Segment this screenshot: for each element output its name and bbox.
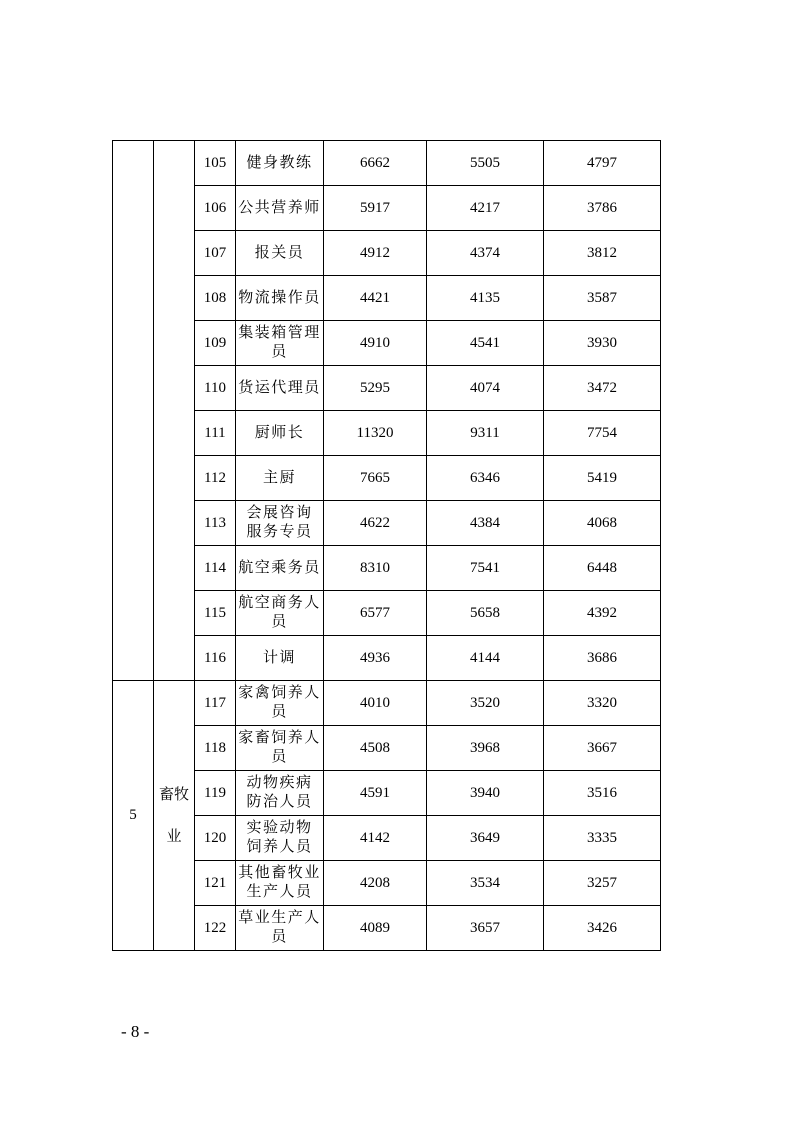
table-row xyxy=(113,276,661,321)
page-number: - 8 - xyxy=(121,1022,150,1041)
wage-low-cell: 3930 xyxy=(544,321,661,366)
wage-high-cell: 4208 xyxy=(324,861,427,906)
wage-low-cell: 6448 xyxy=(544,546,661,591)
table-row xyxy=(113,186,661,231)
wage-low-cell: 3516 xyxy=(544,771,661,816)
occupation-name-cell xyxy=(236,411,324,456)
wage-mid-cell: 3520 xyxy=(427,681,544,726)
occupation-name-line: 集装箱管理员 xyxy=(238,325,321,360)
group-seq-cell xyxy=(113,141,154,681)
occupation-code-cell: 121 xyxy=(195,861,236,906)
occupation-code-cell: 114 xyxy=(195,546,236,591)
table-row xyxy=(113,906,661,951)
wage-high-cell: 4142 xyxy=(324,816,427,861)
occupation-name-line: 航空商务人员 xyxy=(238,595,321,630)
occupation-name-line: 家畜饲养人员 xyxy=(238,730,321,765)
wage-mid-cell: 6346 xyxy=(427,456,544,501)
occupation-name-line: 报关员 xyxy=(254,244,305,261)
table-row xyxy=(113,591,661,636)
wage-high-cell: 4910 xyxy=(324,321,427,366)
occupation-name-line: 饲养人员 xyxy=(246,839,313,855)
table-row xyxy=(113,231,661,276)
table-row xyxy=(113,861,661,906)
occupation-name-line: 其他畜牧业 xyxy=(238,865,321,881)
wage-low-cell: 3786 xyxy=(544,186,661,231)
occupation-name-cell xyxy=(236,591,324,636)
wage-low-cell: 3686 xyxy=(544,636,661,681)
occupation-code-cell: 122 xyxy=(195,906,236,951)
occupation-name-line: 服务专员 xyxy=(246,524,313,540)
occupation-name-cell xyxy=(236,276,324,321)
occupation-name-line: 实验动物 xyxy=(246,820,313,836)
wage-mid-cell: 5658 xyxy=(427,591,544,636)
occupation-code-cell: 113 xyxy=(195,501,236,546)
wage-mid-cell: 5505 xyxy=(427,141,544,186)
occupation-code-cell: 109 xyxy=(195,321,236,366)
occupation-name-cell xyxy=(236,501,324,546)
occupation-name-cell xyxy=(236,861,324,906)
wage-mid-cell: 9311 xyxy=(427,411,544,456)
industry-cell xyxy=(154,681,195,951)
wage-mid-cell: 4135 xyxy=(427,276,544,321)
occupation-name-cell xyxy=(236,726,324,771)
wage-low-cell: 3320 xyxy=(544,681,661,726)
wage-high-cell: 6662 xyxy=(324,141,427,186)
wage-mid-cell: 4384 xyxy=(427,501,544,546)
wage-high-cell: 4936 xyxy=(324,636,427,681)
occupation-name-cell xyxy=(236,321,324,366)
industry-line: 业 xyxy=(166,828,182,845)
occupation-name-line: 动物疾病 xyxy=(246,775,313,791)
occupation-code-cell: 111 xyxy=(195,411,236,456)
table-row xyxy=(113,411,661,456)
occupation-name-cell xyxy=(236,141,324,186)
wage-mid-cell: 4144 xyxy=(427,636,544,681)
occupation-name-line: 草业生产人员 xyxy=(238,910,321,945)
occupation-name-cell xyxy=(236,231,324,276)
table-row xyxy=(113,501,661,546)
table-row xyxy=(113,546,661,591)
occupation-name-cell xyxy=(236,186,324,231)
wage-low-cell: 3812 xyxy=(544,231,661,276)
occupation-code-cell: 107 xyxy=(195,231,236,276)
wage-high-cell: 5295 xyxy=(324,366,427,411)
wage-high-cell: 7665 xyxy=(324,456,427,501)
wage-mid-cell: 3968 xyxy=(427,726,544,771)
occupation-name-cell xyxy=(236,816,324,861)
table-row xyxy=(113,366,661,411)
wage-mid-cell: 3649 xyxy=(427,816,544,861)
wage-low-cell: 4392 xyxy=(544,591,661,636)
occupation-name-cell xyxy=(236,366,324,411)
wage-low-cell: 3587 xyxy=(544,276,661,321)
occupation-name-cell xyxy=(236,771,324,816)
wage-low-cell: 3426 xyxy=(544,906,661,951)
occupation-name-cell xyxy=(236,456,324,501)
wage-low-cell: 5419 xyxy=(544,456,661,501)
occupation-name-line: 计调 xyxy=(262,649,296,666)
occupation-code-cell: 115 xyxy=(195,591,236,636)
occupation-name-line: 健身教练 xyxy=(246,154,313,171)
wage-mid-cell: 4374 xyxy=(427,231,544,276)
table-row xyxy=(113,816,661,861)
wage-high-cell: 6577 xyxy=(324,591,427,636)
occupation-name-line: 公共营养师 xyxy=(238,199,321,216)
occupation-name-line: 防治人员 xyxy=(246,794,313,810)
wage-low-cell: 3472 xyxy=(544,366,661,411)
occupation-name-line: 物流操作员 xyxy=(238,289,321,306)
occupation-name-line: 航空乘务员 xyxy=(238,559,321,576)
wage-high-cell: 4089 xyxy=(324,906,427,951)
occupation-code-cell: 105 xyxy=(195,141,236,186)
occupation-name-line: 生产人员 xyxy=(246,884,313,900)
occupation-name-line: 货运代理员 xyxy=(238,379,321,396)
occupation-code-cell: 106 xyxy=(195,186,236,231)
occupation-name-line: 厨师长 xyxy=(254,424,305,441)
wage-mid-cell: 4541 xyxy=(427,321,544,366)
wage-high-cell: 4912 xyxy=(324,231,427,276)
table-row xyxy=(113,636,661,681)
table-row xyxy=(113,456,661,501)
occupation-code-cell: 108 xyxy=(195,276,236,321)
wage-high-cell: 4421 xyxy=(324,276,427,321)
wage-mid-cell: 4217 xyxy=(427,186,544,231)
table-row xyxy=(113,726,661,771)
occupation-code-cell: 119 xyxy=(195,771,236,816)
wage-low-cell: 3335 xyxy=(544,816,661,861)
table-row xyxy=(113,321,661,366)
occupation-code-cell: 117 xyxy=(195,681,236,726)
occupation-code-cell: 120 xyxy=(195,816,236,861)
wage-high-cell: 5917 xyxy=(324,186,427,231)
wage-low-cell: 3667 xyxy=(544,726,661,771)
wage-mid-cell: 3534 xyxy=(427,861,544,906)
wage-table-body xyxy=(113,141,661,951)
occupation-name-line: 会展咨询 xyxy=(246,505,313,521)
occupation-name-cell xyxy=(236,546,324,591)
occupation-name-line: 家禽饲养人员 xyxy=(238,685,321,720)
occupation-code-cell: 116 xyxy=(195,636,236,681)
industry-line: 畜牧 xyxy=(158,786,189,803)
table-row xyxy=(113,681,661,726)
industry-cell xyxy=(154,141,195,681)
wage-low-cell: 4797 xyxy=(544,141,661,186)
wage-low-cell: 7754 xyxy=(544,411,661,456)
wage-table xyxy=(112,140,661,951)
wage-mid-cell: 4074 xyxy=(427,366,544,411)
wage-high-cell: 4591 xyxy=(324,771,427,816)
occupation-name-cell xyxy=(236,636,324,681)
occupation-code-cell: 118 xyxy=(195,726,236,771)
occupation-name-line: 主厨 xyxy=(262,469,296,486)
occupation-code-cell: 110 xyxy=(195,366,236,411)
wage-high-cell: 4010 xyxy=(324,681,427,726)
occupation-name-cell xyxy=(236,906,324,951)
wage-low-cell: 3257 xyxy=(544,861,661,906)
wage-mid-cell: 7541 xyxy=(427,546,544,591)
wage-high-cell: 4622 xyxy=(324,501,427,546)
group-seq-cell: 5 xyxy=(113,681,154,951)
occupation-name-cell xyxy=(236,681,324,726)
wage-high-cell: 8310 xyxy=(324,546,427,591)
wage-low-cell: 4068 xyxy=(544,501,661,546)
wage-mid-cell: 3940 xyxy=(427,771,544,816)
occupation-code-cell: 112 xyxy=(195,456,236,501)
wage-high-cell: 4508 xyxy=(324,726,427,771)
wage-high-cell: 11320 xyxy=(324,411,427,456)
table-row xyxy=(113,771,661,816)
wage-mid-cell: 3657 xyxy=(427,906,544,951)
table-row xyxy=(113,141,661,186)
